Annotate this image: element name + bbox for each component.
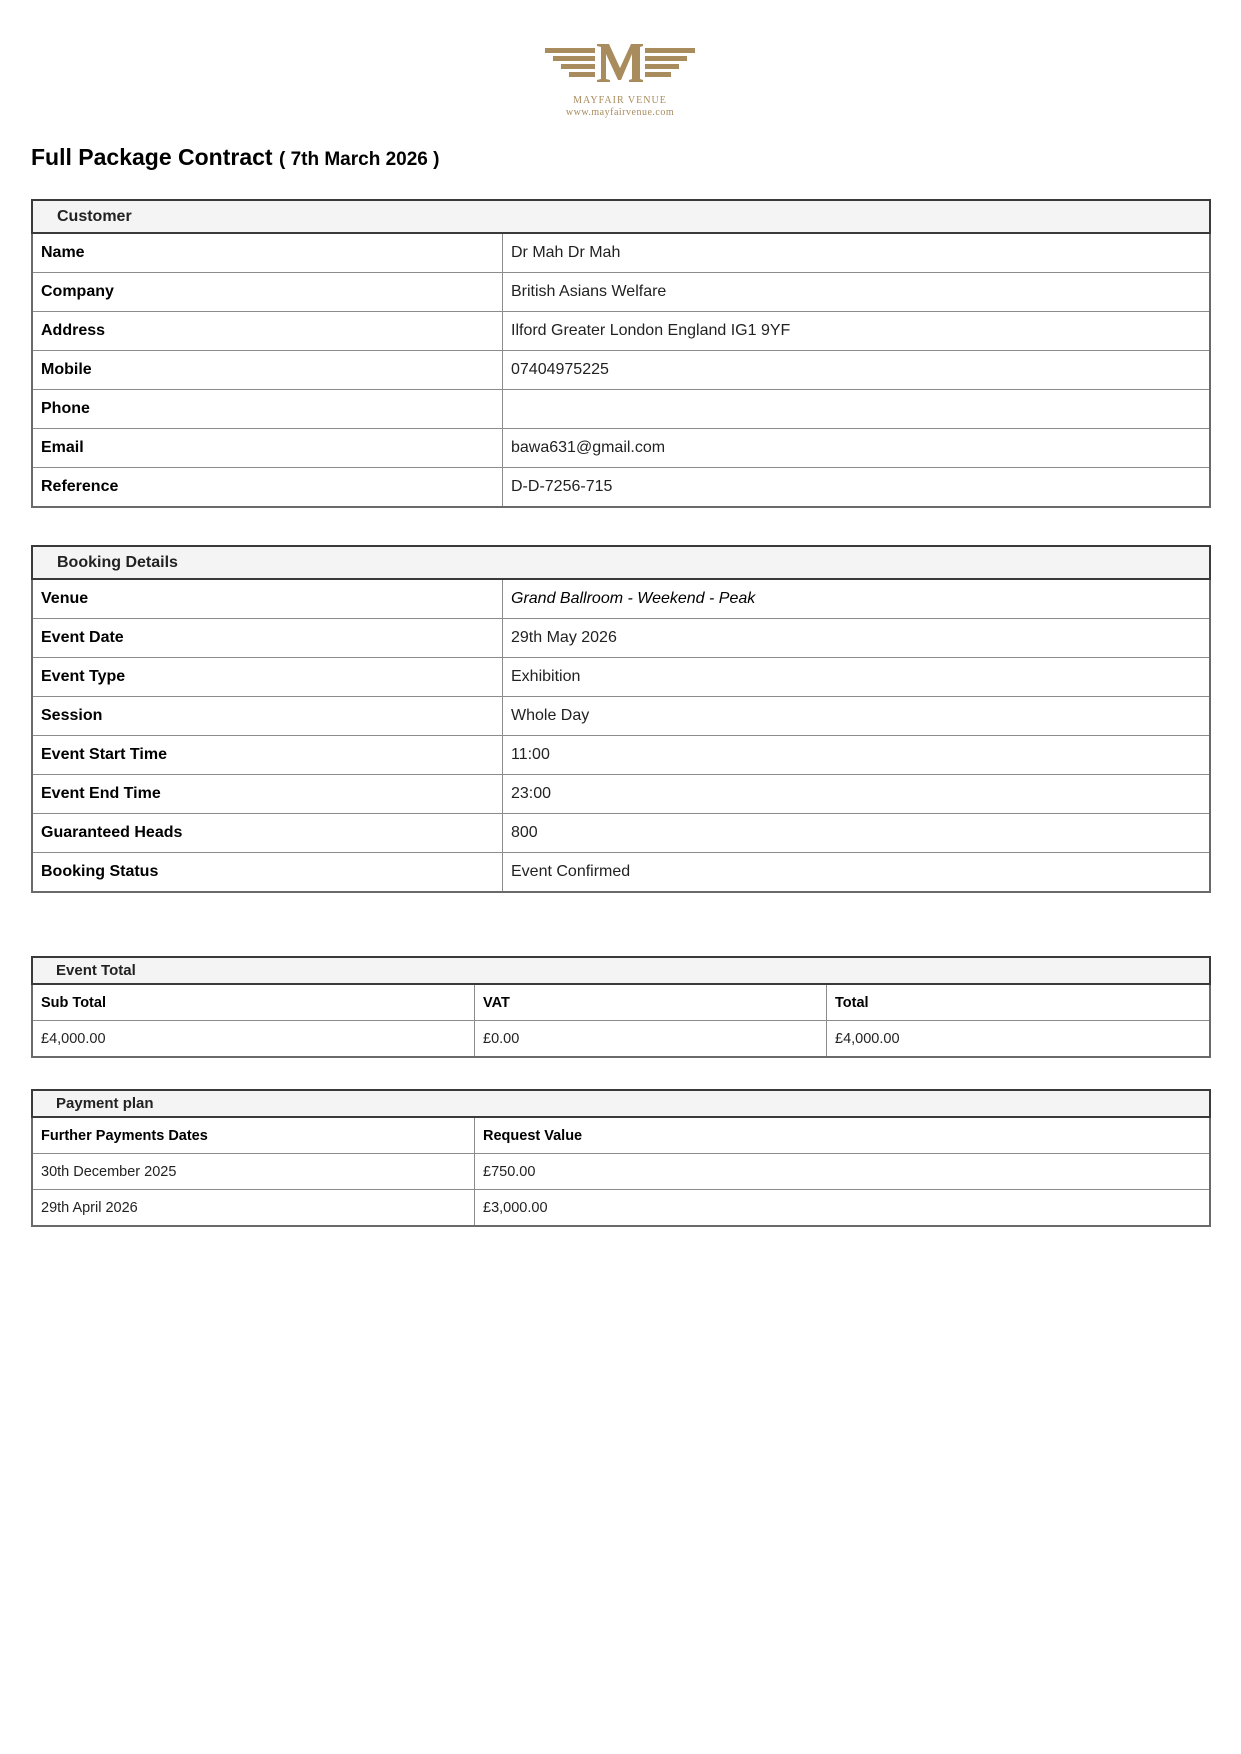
field-value: 23:00 [503,775,1211,814]
field-label: Address [32,312,503,351]
logo-brand-name: MAYFAIR VENUE [573,95,667,106]
column-header: VAT [475,984,827,1021]
table-row [32,814,1210,853]
table-row [32,351,1210,390]
customer-heading: Customer [32,200,1210,233]
field-label: Phone [32,390,503,429]
field-value: Ilford Greater London England IG1 9YF [503,312,1211,351]
table-row [32,468,1210,508]
field-value: Dr Mah Dr Mah [503,233,1211,273]
field-value: Whole Day [503,697,1211,736]
table-row [32,736,1210,775]
field-value: 29th May 2026 [503,619,1211,658]
mayfair-venue-logo [520,42,720,122]
customer-table [31,199,1211,508]
booking-heading: Booking Details [32,546,1210,579]
field-value: Grand Ballroom - Weekend - Peak [503,579,1211,619]
field-label: Venue [32,579,503,619]
field-value: 800 [503,814,1211,853]
field-value: British Asians Welfare [503,273,1211,312]
table-row [32,233,1210,273]
table-header-row [32,1117,1210,1154]
field-label: Reference [32,468,503,508]
column-header: Sub Total [32,984,475,1021]
field-label: Mobile [32,351,503,390]
event-total-table [31,956,1211,1058]
field-value: 11:00 [503,736,1211,775]
table-row [32,1154,1210,1190]
table-row [32,1190,1210,1227]
table-row [32,390,1210,429]
contract-date: ( 7th March 2026 ) [278,149,440,170]
payment-plan-table [31,1089,1211,1227]
field-label: Guaranteed Heads [32,814,503,853]
table-row [32,853,1210,893]
table-row [32,697,1210,736]
payment-amount: £3,000.00 [475,1190,1211,1227]
column-header: Total [827,984,1211,1021]
vat-value: £0.00 [475,1021,827,1058]
m-wings-icon [545,42,695,86]
field-label: Event Start Time [32,736,503,775]
section-header [32,957,1210,984]
field-value [503,390,1211,429]
table-row [32,429,1210,468]
field-value: D-D-7256-715 [503,468,1211,508]
field-label: Email [32,429,503,468]
table-row [32,619,1210,658]
sub-total-value: £4,000.00 [32,1021,475,1058]
payment-date: 29th April 2026 [32,1190,475,1227]
field-label: Event Type [32,658,503,697]
contract-title: Full Package Contract [31,144,273,170]
field-value: Exhibition [503,658,1211,697]
field-label: Company [32,273,503,312]
logo-website: www.mayfairvenue.com [565,107,675,118]
payment-plan-heading: Payment plan [32,1090,1210,1117]
table-row [32,775,1210,814]
field-label: Event End Time [32,775,503,814]
field-label: Event Date [32,619,503,658]
column-header: Further Payments Dates [32,1117,475,1154]
payment-date: 30th December 2025 [32,1154,475,1190]
event-total-heading: Event Total [32,957,1210,984]
table-row [32,579,1210,619]
table-row [32,1021,1210,1058]
table-row [32,312,1210,351]
field-value: 07404975225 [503,351,1211,390]
booking-details-table [31,545,1211,893]
section-header [32,1090,1210,1117]
page-title [31,144,439,171]
field-value: Event Confirmed [503,853,1211,893]
table-row [32,658,1210,697]
column-header: Request Value [475,1117,1211,1154]
table-row [32,273,1210,312]
field-label: Session [32,697,503,736]
total-value: £4,000.00 [827,1021,1211,1058]
section-header [32,546,1210,579]
field-label: Booking Status [32,853,503,893]
field-label: Name [32,233,503,273]
field-value: bawa631@gmail.com [503,429,1211,468]
table-header-row [32,984,1210,1021]
payment-amount: £750.00 [475,1154,1211,1190]
section-header [32,200,1210,233]
